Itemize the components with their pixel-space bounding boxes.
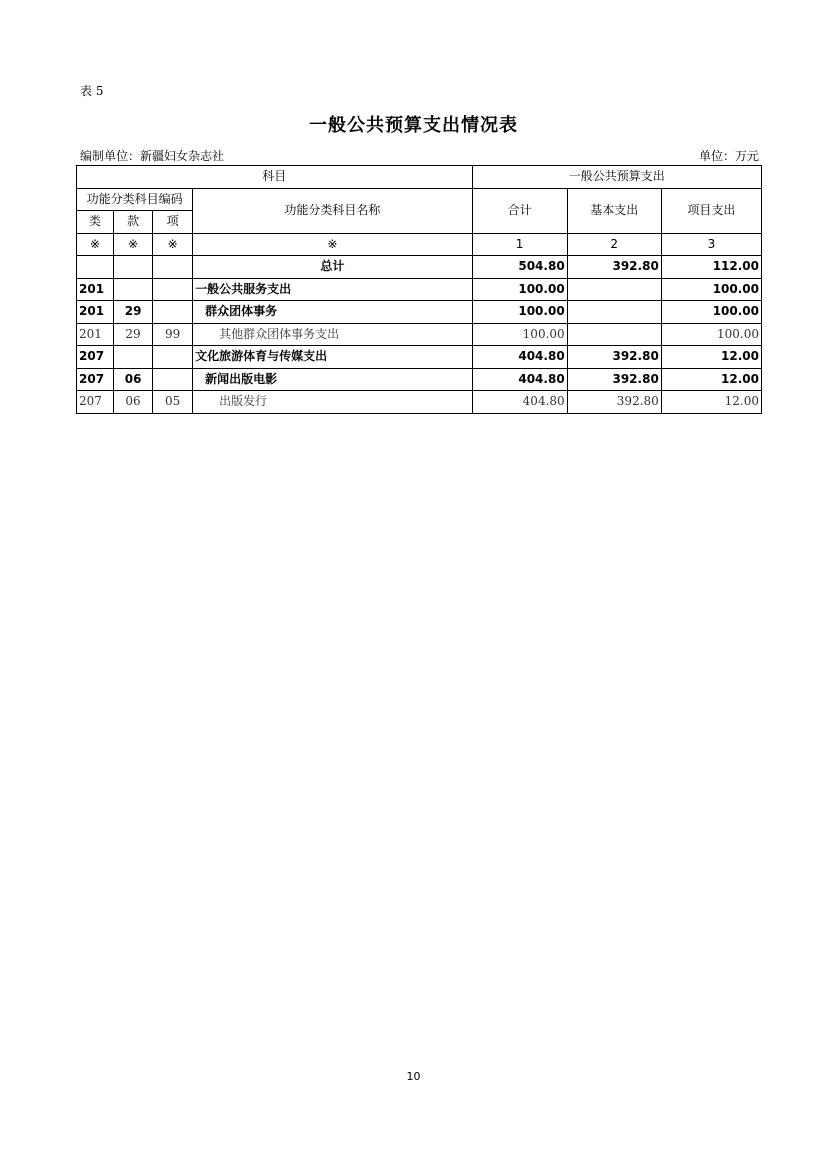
cell-total: 100.00 bbox=[472, 323, 567, 346]
cell-basic: 392.80 bbox=[567, 391, 661, 414]
marker-row bbox=[77, 233, 762, 256]
cell-total: 404.80 bbox=[472, 346, 567, 369]
cell-project: 12.00 bbox=[661, 368, 761, 391]
cell-xiang: 05 bbox=[153, 391, 193, 414]
compiling-unit: 编制单位：新疆妇女杂志社 bbox=[80, 149, 225, 163]
cell-total: 100.00 bbox=[472, 278, 567, 301]
header-lei: 类 bbox=[77, 211, 114, 234]
cell-xiang bbox=[153, 278, 193, 301]
marker-kuan: ※ bbox=[114, 233, 153, 256]
marker-basic: 2 bbox=[567, 233, 661, 256]
cell-lei: 207 bbox=[77, 346, 114, 369]
header-row-2 bbox=[77, 188, 762, 211]
page-number: 10 bbox=[406, 1070, 421, 1083]
cell-basic: 392.80 bbox=[567, 346, 661, 369]
cell-xiang bbox=[153, 368, 193, 391]
header-xiang: 项 bbox=[153, 211, 193, 234]
cell-total: 100.00 bbox=[472, 301, 567, 324]
cell-basic bbox=[567, 278, 661, 301]
budget-table bbox=[76, 165, 762, 414]
cell-kuan: 29 bbox=[114, 301, 153, 324]
cell-lei bbox=[77, 256, 114, 279]
cell-total: 404.80 bbox=[472, 391, 567, 414]
header-basic: 基本支出 bbox=[567, 188, 661, 233]
cell-xiang bbox=[153, 256, 193, 279]
marker-name: ※ bbox=[193, 233, 472, 256]
page-title: 一般公共预算支出情况表 bbox=[309, 115, 518, 136]
header-project: 项目支出 bbox=[661, 188, 761, 233]
header-name: 功能分类科目名称 bbox=[193, 188, 472, 233]
cell-lei: 201 bbox=[77, 323, 114, 346]
cell-name: 总计 bbox=[193, 256, 472, 279]
currency-unit: 单位：万元 bbox=[698, 149, 759, 163]
table-row bbox=[77, 368, 762, 391]
cell-kuan: 06 bbox=[114, 391, 153, 414]
cell-kuan: 06 bbox=[114, 368, 153, 391]
cell-name: 出版发行 bbox=[193, 391, 472, 414]
header-row-1 bbox=[77, 166, 762, 189]
cell-lei: 201 bbox=[77, 278, 114, 301]
table-row bbox=[77, 346, 762, 369]
table-row bbox=[77, 278, 762, 301]
cell-name: 一般公共服务支出 bbox=[193, 278, 472, 301]
cell-kuan: 29 bbox=[114, 323, 153, 346]
header-total: 合计 bbox=[472, 188, 567, 233]
cell-project: 112.00 bbox=[661, 256, 761, 279]
cell-basic: 392.80 bbox=[567, 368, 661, 391]
cell-project: 12.00 bbox=[661, 391, 761, 414]
marker-total: 1 bbox=[472, 233, 567, 256]
marker-xiang: ※ bbox=[153, 233, 193, 256]
cell-kuan bbox=[114, 278, 153, 301]
cell-basic bbox=[567, 301, 661, 324]
cell-xiang bbox=[153, 301, 193, 324]
table-label: 表 5 bbox=[80, 84, 104, 98]
marker-lei: ※ bbox=[77, 233, 114, 256]
cell-total: 404.80 bbox=[472, 368, 567, 391]
header-subject: 科目 bbox=[77, 166, 473, 189]
cell-name: 新闻出版电影 bbox=[193, 368, 472, 391]
cell-name: 文化旅游体育与传媒支出 bbox=[193, 346, 472, 369]
cell-name: 其他群众团体事务支出 bbox=[193, 323, 472, 346]
cell-kuan bbox=[114, 256, 153, 279]
table-row bbox=[77, 391, 762, 414]
cell-name: 群众团体事务 bbox=[193, 301, 472, 324]
cell-lei: 201 bbox=[77, 301, 114, 324]
cell-project: 100.00 bbox=[661, 301, 761, 324]
cell-lei: 207 bbox=[77, 368, 114, 391]
cell-total: 504.80 bbox=[472, 256, 567, 279]
table-row bbox=[77, 301, 762, 324]
cell-basic: 392.80 bbox=[567, 256, 661, 279]
cell-project: 100.00 bbox=[661, 323, 761, 346]
header-kuan: 款 bbox=[114, 211, 153, 234]
cell-basic bbox=[567, 323, 661, 346]
cell-project: 12.00 bbox=[661, 346, 761, 369]
table-row bbox=[77, 323, 762, 346]
cell-xiang bbox=[153, 346, 193, 369]
header-budget-group: 一般公共预算支出 bbox=[472, 166, 761, 189]
cell-kuan bbox=[114, 346, 153, 369]
cell-lei: 207 bbox=[77, 391, 114, 414]
marker-project: 3 bbox=[661, 233, 761, 256]
cell-xiang: 99 bbox=[153, 323, 193, 346]
cell-project: 100.00 bbox=[661, 278, 761, 301]
header-code-group: 功能分类科目编码 bbox=[77, 188, 193, 211]
table-row-grand-total bbox=[77, 256, 762, 279]
